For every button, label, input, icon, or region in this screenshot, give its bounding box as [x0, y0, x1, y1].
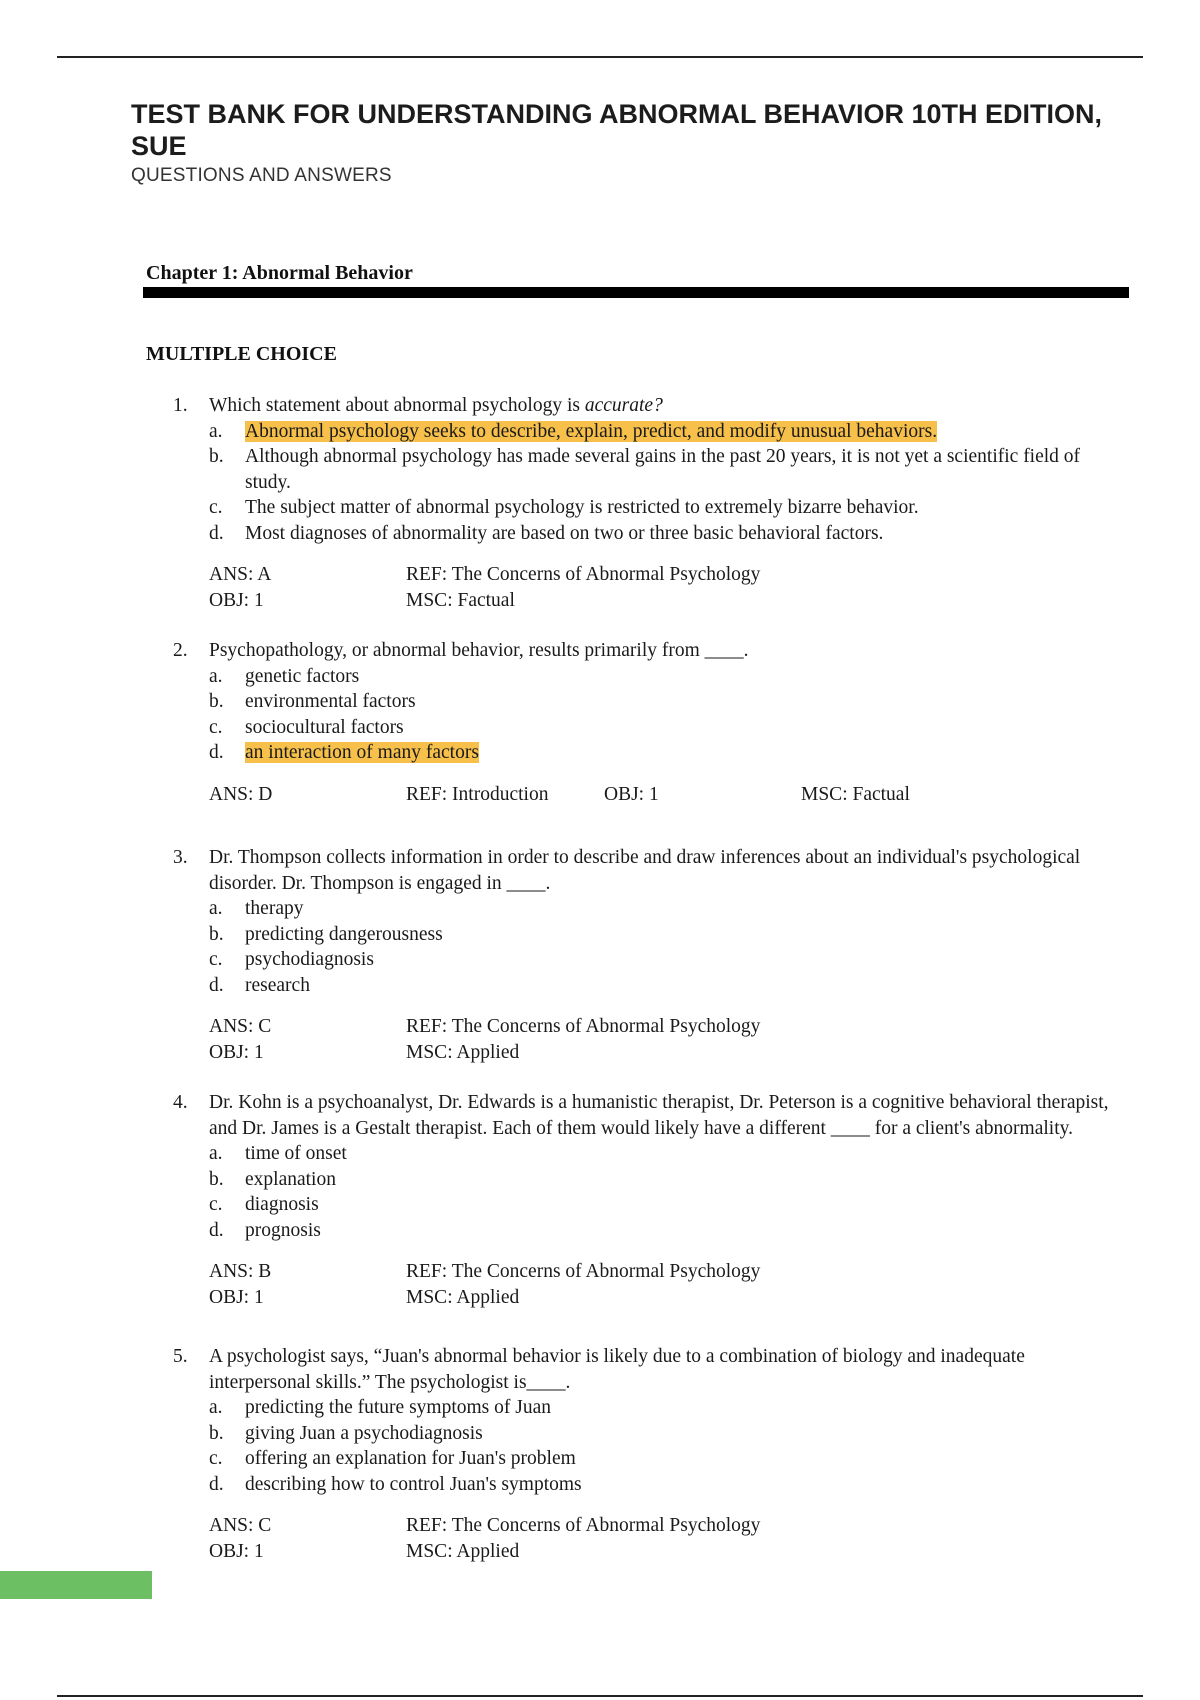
answer-option: a. Abnormal psychology seeks to describe, explain, predict, and modify unusual behaviors.: [209, 420, 938, 442]
answer-option: c. psychodiagnosis: [209, 949, 374, 970]
answer-option: b. giving Juan a psychodiagnosis: [209, 1422, 483, 1444]
misc-label: MSC: Applied: [406, 1041, 520, 1063]
document-subtitle: QUESTIONS AND ANSWERS: [131, 165, 392, 186]
question-4: [173, 1090, 1113, 1310]
answer-option: d. describing how to control Juan's symptoms: [209, 1473, 582, 1495]
question-stem: Psychopathology, or abnormal behavior, results primarily from ____.: [209, 640, 749, 661]
misc-label: MSC: Factual: [801, 783, 910, 805]
question-number: 4.: [173, 1092, 188, 1113]
answer-option: b. Although abnormal psychology has made several gains in the past 20 years, it is not yet a scientific field of study.: [209, 446, 1081, 493]
answer-key: [173, 562, 1113, 613]
answer-option: c. The subject matter of abnormal psychology is restricted to extremely bizarre behavior.: [209, 497, 919, 518]
answer-label: ANS: D: [209, 783, 273, 805]
answer-option: b. environmental factors: [209, 691, 416, 712]
reference-label: REF: The Concerns of Abnormal Psychology: [406, 564, 761, 585]
answer-option: d. prognosis: [209, 1219, 321, 1241]
misc-label: MSC: Applied: [406, 1286, 520, 1308]
question-stem: Dr. Kohn is a psychoanalyst, Dr. Edwards is a humanistic therapist, Dr. Peterson is a cognitive behavioral therapist, and Dr. James is a Gestalt therapist. Each of them would likely have a different ____ for a client's abnormality.: [209, 1092, 1109, 1139]
reference-label: REF: Introduction: [406, 783, 549, 805]
reference-label: REF: The Concerns of Abnormal Psychology: [406, 1016, 761, 1037]
answer-option: a. predicting the future symptoms of Juan: [209, 1397, 551, 1418]
question-stem: Dr. Thompson collects information in order to describe and draw inferences about an individual's psychological disorder. Dr. Thompson is engaged in ____.: [209, 847, 1081, 894]
answer-label: ANS: C: [209, 1016, 272, 1037]
highlighted-answer: Abnormal psychology seeks to describe, explain, predict, and modify unusual behaviors.: [245, 420, 938, 442]
answer-label: ANS: C: [209, 1515, 272, 1536]
answer-key: [173, 1513, 1113, 1564]
question-2: [173, 638, 1113, 807]
answer-option: d. Most diagnoses of abnormality are based on two or three basic behavioral factors.: [209, 522, 884, 544]
bottom-rule: [57, 1695, 1143, 1697]
reference-label: REF: The Concerns of Abnormal Psychology: [406, 1515, 761, 1536]
misc-label: MSC: Applied: [406, 1540, 520, 1562]
document-title: TEST BANK FOR UNDERSTANDING ABNORMAL BEHAVIOR 10TH EDITION, SUE: [131, 99, 1103, 161]
question-stem: Which statement about abnormal psychology is accurate?: [209, 395, 663, 416]
answer-key: [173, 1259, 1113, 1310]
answer-option: b. predicting dangerousness: [209, 923, 443, 945]
question-number: 1.: [173, 395, 188, 416]
answer-option: c. sociocultural factors: [209, 716, 404, 738]
chapter-divider: [143, 287, 1129, 298]
objective-label: OBJ: 1: [209, 589, 264, 611]
question-number: 5.: [173, 1346, 188, 1367]
top-rule: [57, 56, 1143, 58]
progress-marker: [0, 1571, 152, 1599]
objective-label: OBJ: 1: [209, 1041, 264, 1063]
answer-key: [173, 782, 1113, 808]
question-stem: A psychologist says, “Juan's abnormal behavior is likely due to a combination of biology and inadequate interpersonal skills.” The psychologist is____.: [209, 1346, 1025, 1393]
question-3: [173, 845, 1113, 1065]
answer-option: d. research: [209, 974, 310, 996]
highlighted-answer: an interaction of many factors: [245, 742, 479, 763]
chapter-heading: Chapter 1: Abnormal Behavior: [146, 262, 413, 284]
question-5: [173, 1344, 1113, 1564]
question-list: [173, 393, 1113, 1564]
question-number: 3.: [173, 847, 188, 868]
answer-key: [173, 1014, 1113, 1065]
misc-label: MSC: Factual: [406, 589, 515, 611]
answer-option: c. diagnosis: [209, 1194, 319, 1215]
answer-option: c. offering an explanation for Juan's problem: [209, 1448, 576, 1469]
section-heading: MULTIPLE CHOICE: [146, 343, 337, 365]
answer-label: ANS: A: [209, 564, 272, 585]
answer-option: b. explanation: [209, 1168, 336, 1190]
question-1: [173, 393, 1113, 613]
question-number: 2.: [173, 640, 188, 661]
answer-label: ANS: B: [209, 1261, 272, 1282]
objective-label: OBJ: 1: [604, 783, 659, 805]
reference-label: REF: The Concerns of Abnormal Psychology: [406, 1261, 761, 1282]
answer-option: d. an interaction of many factors: [209, 742, 479, 763]
objective-label: OBJ: 1: [209, 1286, 264, 1308]
answer-option: a. genetic factors: [209, 665, 360, 687]
objective-label: OBJ: 1: [209, 1540, 264, 1562]
answer-option: a. time of onset: [209, 1143, 347, 1164]
answer-option: a. therapy: [209, 898, 304, 919]
